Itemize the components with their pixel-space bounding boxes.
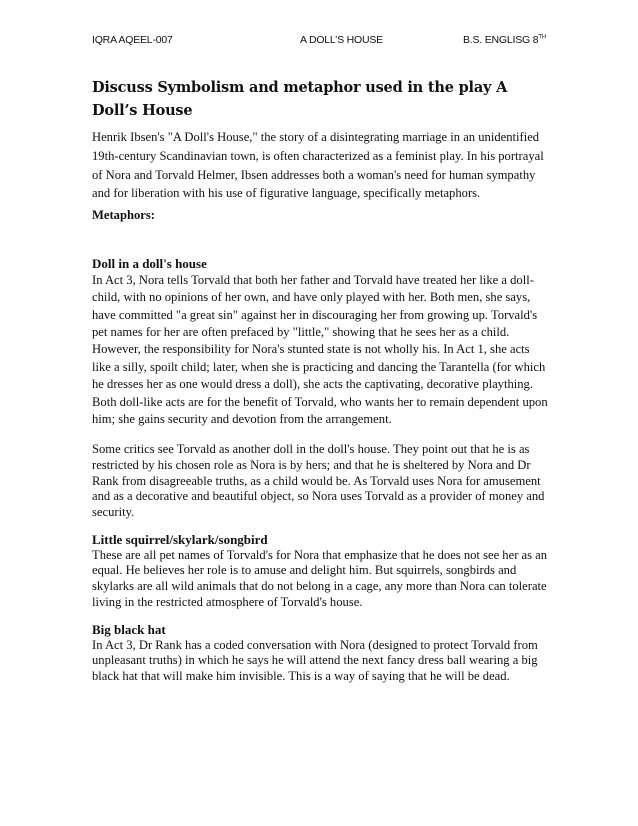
header-course-sup: TH bbox=[538, 34, 546, 41]
header-course bbox=[463, 34, 546, 46]
header-title: A DOLL’S HOUSE bbox=[300, 34, 383, 46]
page-header bbox=[92, 34, 546, 50]
section-doll-paragraph-2: Some critics see Torvald as another doll in the doll's house. They point out that he is as restricted by his chosen role as Nora is by hers; and that he is sheltered by Nora and Dr Rank from disagreeable truths, as a child would be. As Torvald uses Nora for amusement and as a decorative and beautiful object, so Nora uses Torvald as a provider of money and security. bbox=[92, 442, 545, 519]
section-heading-squirrel: Little squirrel/skylark/songbird bbox=[92, 532, 268, 548]
header-author: IQRA AQEEL-007 bbox=[92, 34, 173, 46]
intro-paragraph: Henrik Ibsen's "A Doll's House," the story of a disintegrating marriage in an unidentified 19th-century Scandinavian town, is often characterized as a feminist play. In his portrayal of Nora and Torvald Helmer, Ibsen addresses both a woman's need for human sympathy and for liberation with his use of figurative language, specifically metaphors. bbox=[92, 130, 544, 201]
section-hat-paragraph: In Act 3, Dr Rank has a coded conversation with Nora (designed to protect Torvald from unpleasant truths) in which he says he will attend the next fancy dress ball wearing a big black hat that will make him invisible. This is a way of saying that he will be dead. bbox=[92, 637, 538, 683]
section-heading-doll: Doll in a doll's house bbox=[92, 256, 207, 272]
document-title: Discuss Symbolism and metaphor used in the play A Doll’s House bbox=[92, 79, 508, 119]
header-course-main: B.S. ENGLISG 8 bbox=[462, 34, 539, 46]
document-body bbox=[92, 76, 550, 684]
section-doll-paragraph-1: In Act 3, Nora tells Torvald that both her father and Torvald have treated her like a doll-child, with no opinions of her own, and have only played with her. Both men, she says, have committed "a great sin" against her in discouraging her from growing up. Torvald's pet names for her are often prefaced by "little," showing that he sees her as a child. However, the responsibility for Nora's stunted state is not wholly his. In Act 1, she acts like a silly, spoilt child; later, when she is practicing and dancing the Tarantella (for which he dresses her as one would dress a doll), she acts the captivating, decorative plaything. Both doll-like acts are for the benefit of Torvald, who wants her to remain dependent upon him; she gains security and devotion from the arrangement. bbox=[92, 272, 548, 426]
section-heading-hat: Big black hat bbox=[92, 622, 166, 638]
metaphors-label: Metaphors: bbox=[92, 208, 155, 223]
section-squirrel-paragraph: These are all pet names of Torvald's for Nora that emphasize that he does not see her as an equal. He believes her role is to amuse and delight him. But squirrels, songbirds and skylarks are all wild animals that do not belong in a cage, any more than Nora can tolerate living in the restricted atmosphere of Torvald's house. bbox=[92, 547, 548, 609]
